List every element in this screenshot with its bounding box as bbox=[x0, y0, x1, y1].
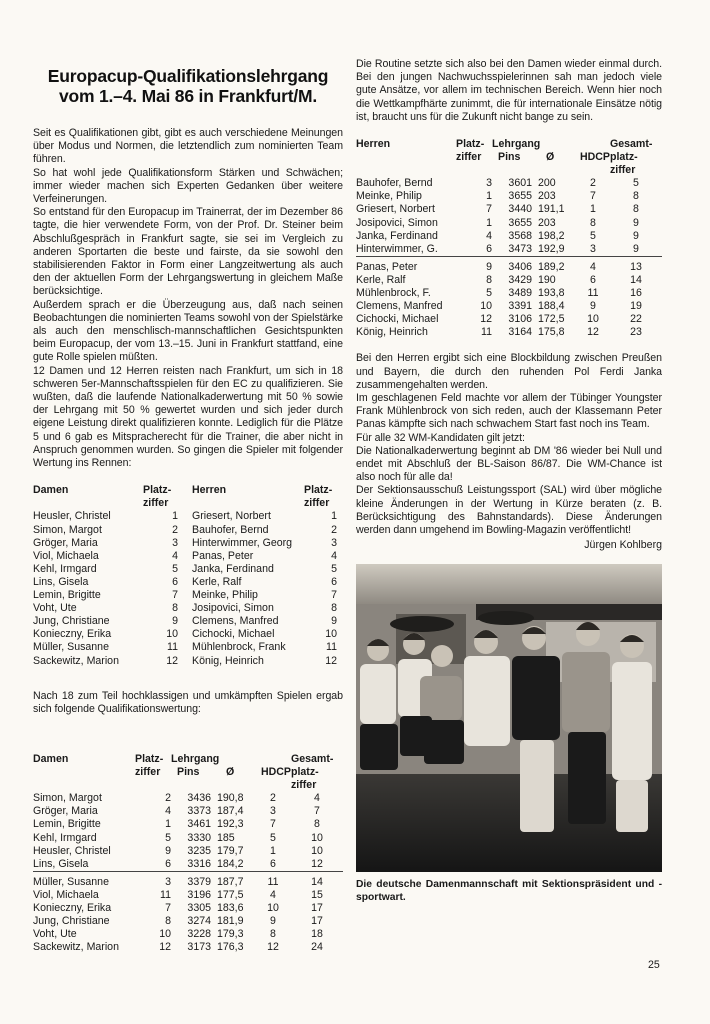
table-row: Viol, Michaela 11 3196 177,5 4 15 bbox=[33, 888, 323, 901]
col-header-lehrgang: Lehrgang Pins Ø HDCP bbox=[171, 753, 291, 779]
table-row: Mühlenbrock, F. 5 3489 193,8 11 16 bbox=[356, 287, 642, 300]
table-row: Panas, Peter 9 3406 189,2 4 13 bbox=[356, 260, 642, 273]
table-row: Simon, Margot 2 3436 190,8 2 4 bbox=[33, 792, 320, 805]
col-header-platzziffer: Platz- ziffer bbox=[135, 753, 164, 779]
table-row: Konieczny, Erika 10 Cichocki, Michael 10 bbox=[33, 628, 337, 641]
commentary-paragraph: Im geschlagenen Feld machte vor allem der Tübinger Youngster Frank Mühlenbrock von sich reden, auch der Klassemann Peter Panas kämpfte sich nach schwachem Start fast noch ins Team. bbox=[356, 392, 662, 431]
table-row: Kehl, Irmgard 5 3330 185 5 10 bbox=[33, 831, 323, 844]
table-row: Lins, Gisela 6 3316 184,2 6 12 bbox=[33, 857, 323, 870]
team-photo bbox=[356, 564, 662, 872]
col-header-hdcp: HDCP bbox=[579, 151, 610, 164]
commentary-paragraph: Die Nationalkaderwertung beginnt ab DM '86 wieder bei Null und endet mit Abschluß der BL-Saison 86/87. Die WM-Chance ist also noch für alle da! bbox=[356, 444, 662, 484]
intro-paragraph: So entstand für den Europacup im Trainerrat, der im Dezember 86 tagte, die hier verwendete Form, von der Prof. Dr. Steiner beim Abschlußgespräch in Frankfurt sagte, sie sei im Vergleich zu anderen Sportarten die beste und fairste, da sie sowohl den stabilisierenden Faktor in Form einer Langzeitwertung als auch den der aktuellen Form der Lehrgangswertung in gleichem Maße berücksichtige. bbox=[33, 206, 343, 298]
table-row: Cichocki, Michael 12 3106 172,5 10 22 bbox=[356, 313, 642, 326]
col-header-hdcp: HDCP bbox=[260, 766, 291, 779]
table-row: Simon, Margot 2 Bauhofer, Bernd 2 bbox=[33, 523, 337, 536]
intro-paragraph: So hat wohl jede Qualifikationsform Stärken und Schwächen; immer wieder machen sich Experten Gedanken über weitere Verfeinerungen. bbox=[33, 166, 343, 206]
col-header-herren: Herren bbox=[356, 138, 391, 151]
table-row: Gröger, Maria 3 Hinterwimmer, Georg 3 bbox=[33, 536, 337, 549]
left-column bbox=[33, 58, 343, 954]
table-row: Clemens, Manfred 10 3391 188,4 9 19 bbox=[356, 300, 642, 313]
commentary-paragraph: Bei den Herren ergibt sich eine Blockbildung zwischen Preußen und Bayern, die durch den ruhenden Pol Ferdi Janka zusammengehalten werden. bbox=[356, 352, 662, 391]
table-row: Heusler, Christel 1 Griesert, Norbert 1 bbox=[33, 510, 337, 523]
col-header-gesamtplatzziffer: Gesamt- platz- ziffer bbox=[610, 138, 653, 177]
herren-results-table bbox=[356, 138, 662, 339]
table-row: Janka, Ferdinand 4 3568 198,2 5 9 bbox=[356, 229, 639, 242]
table-row: Jung, Christiane 8 3274 181,9 9 17 bbox=[33, 915, 323, 928]
damen-summary-paragraph: Die Routine setzte sich also bei den Damen wieder einmal durch. Bei den jungen Nachwuchsspielerinnen sah man jedoch viele gute Ansätze, vor allem im technischen Bereich. Wenn hier noch die Wettkampfhärte zunimmt, die für internationale Einsätze nötig ist, braucht uns für die Zukunft nicht bange zu sein. bbox=[356, 58, 662, 123]
table-row: Müller, Susanne 3 3379 187,7 11 14 bbox=[33, 875, 323, 888]
table-row: Gröger, Maria 4 3373 187,4 3 7 bbox=[33, 805, 320, 818]
intro-paragraph: 12 Damen und 12 Herren reisten nach Frankfurt, um sich in 18 schweren 5er-Mannschaftsspielen für den EC zu qualifizieren. Sie wußten, daß die laufende Nationalkaderwertung mit 50 % sowie der Lehrgang mit 50 % gewertet wurden und sich jeder durch eigene Leistung direkt qualifizieren konnte. Lediglich für die Plätze 5 und 6 gab es Mitspracherecht für die Trainer, die aber nicht in Anspruch genommen wurden. So gingen die Spieler mit folgender Wertung ins Rennen: bbox=[33, 364, 343, 470]
table-row: Lemin, Brigitte 1 3461 192,3 7 8 bbox=[33, 818, 320, 831]
col-header-pins: Pins bbox=[498, 151, 521, 164]
author-signature: Jürgen Kohlberg bbox=[584, 539, 662, 552]
col-header-herren: Herren bbox=[192, 484, 227, 497]
col-header-platzziffer: Platz- ziffer bbox=[304, 484, 333, 510]
team-photo-image bbox=[356, 564, 662, 872]
table-row: Konieczny, Erika 7 3305 183,6 10 17 bbox=[33, 902, 323, 915]
table-row: Sackewitz, Marion 12 König, Heinrich 12 bbox=[33, 654, 337, 667]
table-row: Meinke, Philip 1 3655 203 7 8 bbox=[356, 190, 639, 203]
table-row: Kehl, Irmgard 5 Janka, Ferdinand 5 bbox=[33, 562, 337, 575]
article-title bbox=[33, 58, 343, 106]
intro-text bbox=[33, 127, 343, 470]
intro-paragraph: Außerdem sprach er die Überzeugung aus, daß nach seinen Beobachtungen die nominierten Teams sowohl von der Spielstärke als auch den menschlisch-mannschaftlichen Gesichtspunkten beim Europacup, der vom 13.–15. Juni in Frankfurt stattfand, eine gute Rolle spielen müßten. bbox=[33, 298, 344, 364]
photo-caption: Die deutsche Damenmannschaft mit Sektionspräsident und -sportwart. bbox=[356, 879, 662, 904]
col-header-avg: Ø bbox=[226, 766, 235, 779]
intro-paragraph: Seit es Qualifikationen gibt, gibt es auch verschiedene Meinungen über Modus und Normen, die letztendlich zum nominierten Team führen. bbox=[33, 127, 343, 166]
table-row: Josipovici, Simon 1 3655 203 8 9 bbox=[356, 216, 639, 229]
transition-paragraph: Nach 18 zum Teil hochklassigen und umkämpften Spielen ergab sich folgende Qualifikationswertung: bbox=[33, 689, 343, 715]
commentary-paragraph: Der Sektionsausschuß Leistungssport (SAL) wird über mögliche kleine Änderungen in der Wertung in Kürze beraten (z. B. Berücksichtigung des Bahnstandards). Diese Änderungen werden dann umgehend im Bowling-Magazin veröffentlicht! bbox=[356, 484, 662, 537]
start-ranking-table bbox=[33, 484, 343, 667]
title-line-2: vom 1.–4. Mai 86 in Frankfurt/M. bbox=[58, 86, 318, 106]
title-line-1: Europacup-Qualifikationslehrgang bbox=[47, 66, 329, 86]
table-row: Heusler, Christel 9 3235 179,7 1 10 bbox=[33, 844, 323, 857]
table-row: Voht, Ute 10 3228 179,3 8 18 bbox=[33, 928, 323, 941]
table-row: Viol, Michaela 4 Panas, Peter 4 bbox=[33, 549, 337, 562]
right-column bbox=[356, 58, 662, 904]
col-header-damen: Damen bbox=[33, 753, 69, 765]
table-row: Hinterwimmer, G. 6 3473 192,9 3 9 bbox=[356, 242, 639, 255]
table-row: Lins, Gisela 6 Kerle, Ralf 6 bbox=[33, 575, 337, 588]
table-row: Lemin, Brigitte 7 Meinke, Philip 7 bbox=[33, 589, 337, 602]
table-row: Kerle, Ralf 8 3429 190 6 14 bbox=[356, 273, 642, 286]
page-number: 25 bbox=[648, 959, 660, 971]
col-header-lehrgang: Lehrgang Pins Ø HDCP bbox=[492, 138, 610, 164]
table-row: König, Heinrich 11 3164 175,8 12 23 bbox=[356, 326, 642, 339]
col-header-platzziffer: Platz- ziffer bbox=[456, 138, 485, 164]
col-header-gesamtplatzziffer: Gesamt- platz- ziffer bbox=[291, 753, 334, 792]
table-row: Müller, Susanne 11 Mühlenbrock, Frank 11 bbox=[33, 641, 337, 654]
table-row: Jung, Christiane 9 Clemens, Manfred 9 bbox=[33, 615, 337, 628]
col-header-damen: Damen bbox=[33, 484, 69, 497]
table-row: Bauhofer, Bernd 3 3601 200 2 5 bbox=[356, 177, 639, 190]
table-row: Voht, Ute 8 Josipovici, Simon 8 bbox=[33, 602, 337, 615]
commentary-paragraph: Für alle 32 WM-Kandidaten gilt jetzt: bbox=[356, 431, 525, 444]
col-header-platzziffer: Platz- ziffer bbox=[143, 484, 172, 510]
herren-commentary bbox=[356, 352, 662, 537]
damen-results-table bbox=[33, 753, 343, 954]
col-header-avg: Ø bbox=[546, 151, 555, 164]
table-row: Griesert, Norbert 7 3440 191,1 1 8 bbox=[356, 203, 639, 216]
table-row: Sackewitz, Marion 12 3173 176,3 12 24 bbox=[33, 941, 323, 954]
col-header-pins: Pins bbox=[177, 766, 200, 779]
